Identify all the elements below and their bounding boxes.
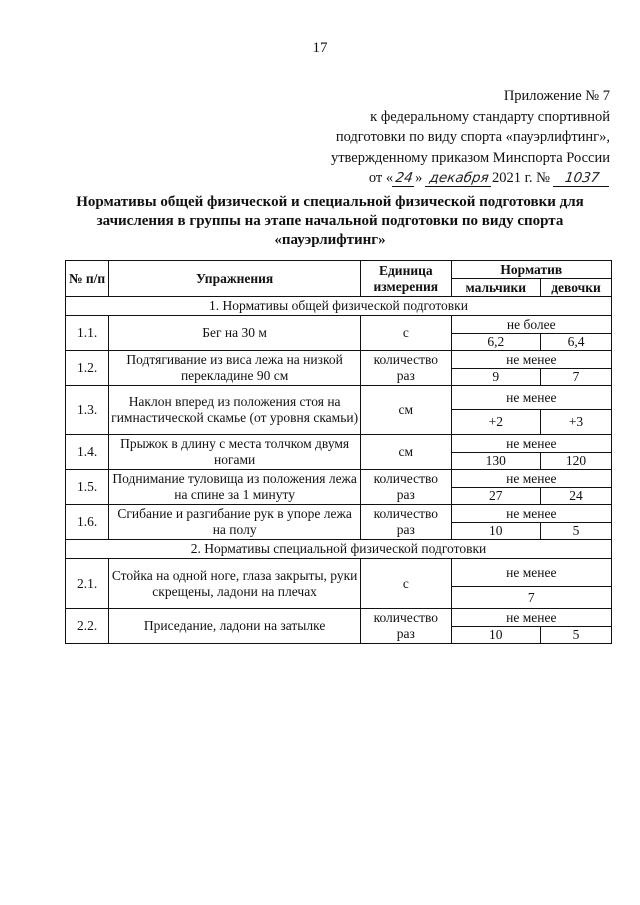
header-boys: мальчики [451, 279, 540, 297]
row-boys: 27 [451, 488, 540, 505]
appendix-line: подготовки по виду спорта «пауэрлифтинг», [335, 129, 610, 145]
order-date-prefix: от « [368, 170, 394, 186]
row-exercise: Сгибание и разгибание рук в упоре лежа на полу [109, 505, 361, 540]
row-num: 1.3. [66, 386, 109, 435]
row-unit: количество раз [361, 505, 451, 540]
row-boys: 10 [451, 627, 540, 644]
header-norm: Норматив [451, 261, 611, 279]
section-general: 1. Нормативы общей физической подготовки [66, 297, 612, 316]
row-value-common: 7 [451, 587, 611, 609]
row-unit: количество раз [361, 351, 451, 386]
row-num: 1.1. [66, 316, 109, 351]
row-boys: 10 [451, 523, 540, 540]
row-norm-note: не более [451, 316, 611, 334]
row-unit: количество раз [361, 609, 451, 644]
row-num: 1.2. [66, 351, 109, 386]
row-girls: 120 [541, 453, 612, 470]
row-girls: 5 [541, 627, 612, 644]
header-exercise: Упражнения [109, 261, 361, 297]
row-exercise: Стойка на одной ноге, глаза закрыты, руки скрещены, ладони на плечах [109, 559, 361, 609]
order-month-handwritten: декабря [425, 171, 493, 187]
row-num: 1.5. [66, 470, 109, 505]
row-norm-note: не менее [451, 470, 611, 488]
row-girls: 24 [541, 488, 612, 505]
row-unit: количество раз [361, 470, 451, 505]
row-num: 1.6. [66, 505, 109, 540]
row-unit: см [361, 435, 451, 470]
row-exercise: Подтягивание из виса лежа на низкой перекладине 90 см [109, 351, 361, 386]
row-boys: +2 [451, 410, 540, 435]
appendix-header [331, 86, 610, 189]
row-exercise: Поднимание туловища из положения лежа на спине за 1 минуту [109, 470, 361, 505]
page-number: 17 [312, 40, 328, 56]
header-num: № п/п [66, 261, 109, 297]
row-norm-note: не менее [451, 435, 611, 453]
row-boys: 6,2 [451, 334, 540, 351]
row-girls: +3 [541, 410, 612, 435]
appendix-title: Приложение № 7 [503, 88, 610, 104]
row-norm-note: не менее [451, 505, 611, 523]
row-exercise: Бег на 30 м [109, 316, 361, 351]
row-num: 1.4. [66, 435, 109, 470]
order-number-handwritten: 1037 [553, 171, 611, 187]
row-num: 2.2. [66, 609, 109, 644]
row-girls: 7 [541, 369, 612, 386]
row-boys: 9 [451, 369, 540, 386]
header-girls: девочки [541, 279, 612, 297]
row-exercise: Прыжок в длину с места толчком двумя ногами [109, 435, 361, 470]
row-norm-note: не менее [451, 351, 611, 369]
order-year: 2021 г. № [491, 170, 550, 186]
document-title: Нормативы общей физической и специальной физической подготовки для зачисления в группы на этапе начальной подготовки по виду спорта «пауэрлифтинг» [76, 194, 584, 248]
row-norm-note: не менее [451, 609, 611, 627]
row-num: 2.1. [66, 559, 109, 609]
row-exercise: Наклон вперед из положения стоя на гимнастической скамье (от уровня скамьи) [109, 386, 361, 435]
norms-table [65, 260, 612, 644]
row-norm-note: не менее [451, 559, 611, 587]
order-date-quote: » [415, 170, 423, 186]
row-unit: с [361, 316, 451, 351]
row-unit: см [361, 386, 451, 435]
row-girls: 5 [541, 523, 612, 540]
order-date-line [331, 168, 610, 189]
row-girls: 6,4 [541, 334, 612, 351]
row-unit: с [361, 559, 451, 609]
section-special: 2. Нормативы специальной физической подготовки [66, 540, 612, 559]
appendix-line: к федеральному стандарту спортивной [370, 108, 610, 125]
appendix-line: утвержденному приказом Минспорта России [330, 149, 610, 166]
order-day-handwritten: 24 [392, 171, 416, 187]
row-norm-note: не менее [451, 386, 611, 410]
row-boys: 130 [451, 453, 540, 470]
row-exercise: Приседание, ладони на затылке [109, 609, 361, 644]
header-unit: Единица измерения [361, 261, 451, 297]
